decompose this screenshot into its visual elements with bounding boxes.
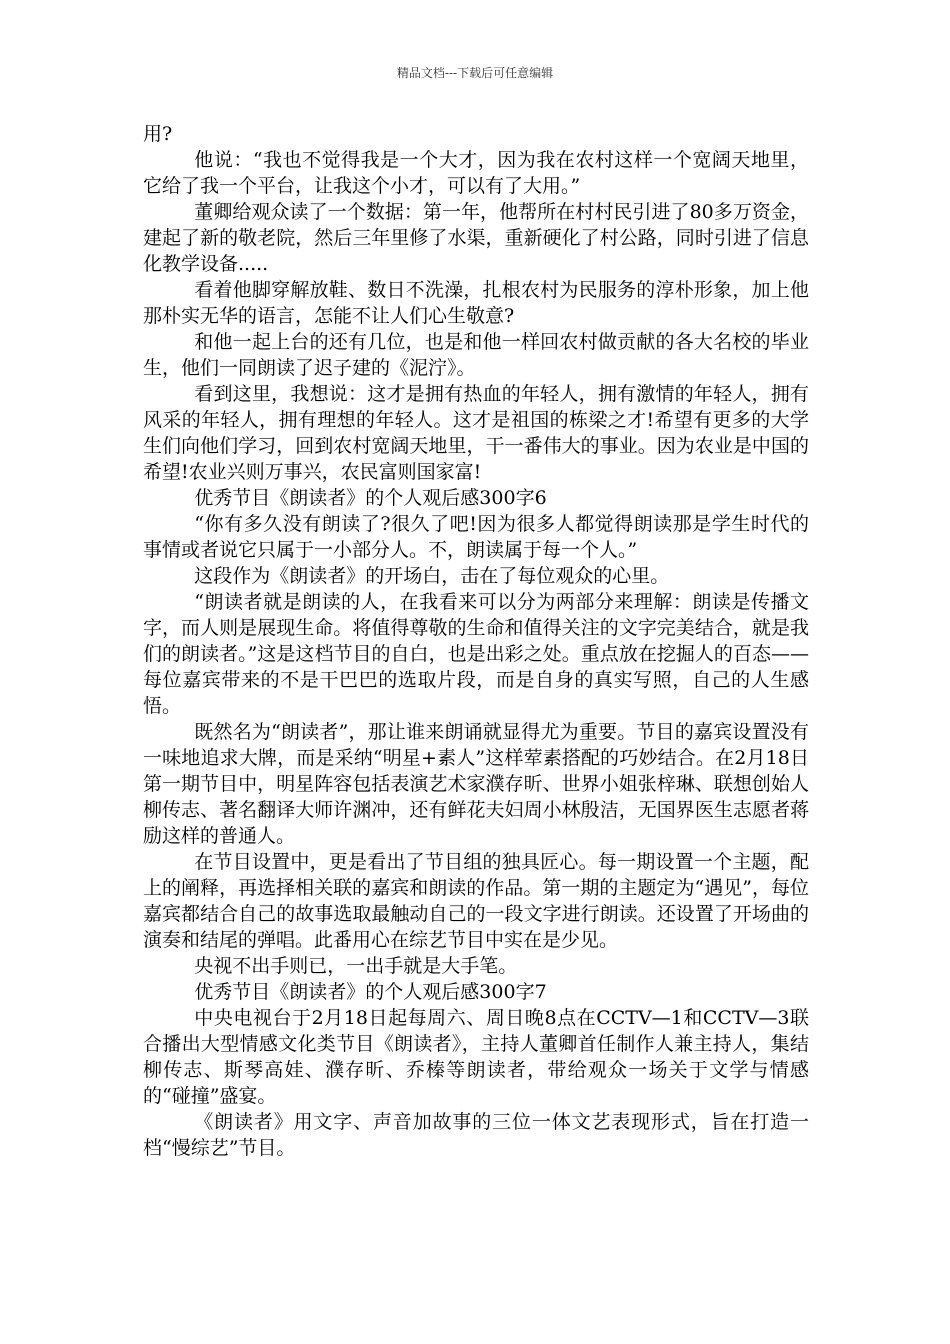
paragraph: 看到这里，我想说：这才是拥有热血的年轻人，拥有激情的年轻人，拥有风采的年轻人，拥有理想的年轻人。这才是祖国的栋梁之才!希望有更多的大学生们向他们学习，回到农村宽阔天地里，干一番伟大的事业。因为农业是中国的希望!农业兴则万事兴，农民富则国家富! (143, 383, 809, 483)
paragraph: 《朗读者》用文字、声音加故事的三位一体文艺表现形式，旨在打造一档“慢综艺”节目。 (143, 1111, 809, 1159)
paragraph: 看着他脚穿解放鞋、数日不洗澡，扎根农村为民服务的淳朴形象，加上他那朴实无华的语言，怎能不让人们心生敬意? (143, 279, 809, 327)
section-heading: 优秀节目《朗读者》的个人观后感300字7 (194, 981, 547, 1003)
paragraph: 和他一起上台的还有几位，也是和他一样回农村做贡献的各大名校的毕业生，他们一同朗读了迟子建的《泥泞》。 (143, 331, 809, 379)
paragraph: 央视不出手则已，一出手就是大手笔。 (194, 955, 518, 977)
paragraph: “朗读者就是朗读的人，在我看来可以分为两部分来理解：朗读是传播文字，而人则是展现生命。将值得尊敬的生命和值得关注的文字完美结合，就是我们的朗读者。”这是这档节目的自白，也是出彩之处。重点放在挖掘人的百态——每位嘉宾带来的不是干巴巴的选取片段，而是自身的真实写照，自己的人生感悟。 (143, 591, 809, 717)
paragraph: 这段作为《朗读者》的开场白，击在了每位观众的心里。 (194, 565, 670, 587)
paragraph: 既然名为“朗读者”，那让谁来朗诵就显得尤为重要。节目的嘉宾设置没有一味地追求大牌，而是采纳“明星+素人”这样荤素搭配的巧妙结合。在2月18日第一期节目中，明星阵容包括表演艺术家濮存昕、世界小姐张梓琳、联想创始人柳传志、著名翻译大师许渊冲，还有鲜花夫妇周小林殷洁，无国界医生志愿者蒋励这样的普通人。 (143, 721, 809, 847)
paragraph: 董卿给观众读了一个数据：第一年，他帮所在村村民引进了80多万资金，建起了新的敬老院，然后三年里修了水渠，重新硬化了村公路，同时引进了信息化教学设备..... (143, 201, 809, 275)
paragraph: “你有多久没有朗读了?很久了吧!因为很多人都觉得朗读那是学生时代的事情或者说它只属于一小部分人。不，朗读属于每一个人。” (143, 513, 809, 561)
paragraph: 他说：“我也不觉得我是一个大才，因为我在农村这样一个宽阔天地里，它给了我一个平台，让我这个小才，可以有了大用。” (143, 149, 809, 197)
paragraph: 用? (143, 123, 173, 145)
paragraph: 在节目设置中，更是看出了节目组的独具匠心。每一期设置一个主题，配上的阐释，再选择相关联的嘉宾和朗读的作品。第一期的主题定为“遇见”，每位嘉宾都结合自己的故事选取最触动自己的一段文字进行朗读。还设置了开场曲的演奏和结尾的弹唱。此番用心在综艺节目中实在是少见。 (143, 851, 809, 951)
section-heading: 优秀节目《朗读者》的个人观后感300字6 (194, 487, 547, 509)
paragraph: 中央电视台于2月18日起每周六、周日晚8点在CCTV—1和CCTV—3联合播出大型情感文化类节目《朗读者》，主持人董卿首任制作人兼主持人，集结柳传志、斯琴高娃、濮存昕、乔榛等朗读者，带给观众一场关于文学与情感的“碰撞”盛宴。 (143, 1007, 809, 1107)
page-header: 精品文档---下载后可任意编辑 (396, 66, 554, 80)
document-body (143, 121, 809, 1161)
